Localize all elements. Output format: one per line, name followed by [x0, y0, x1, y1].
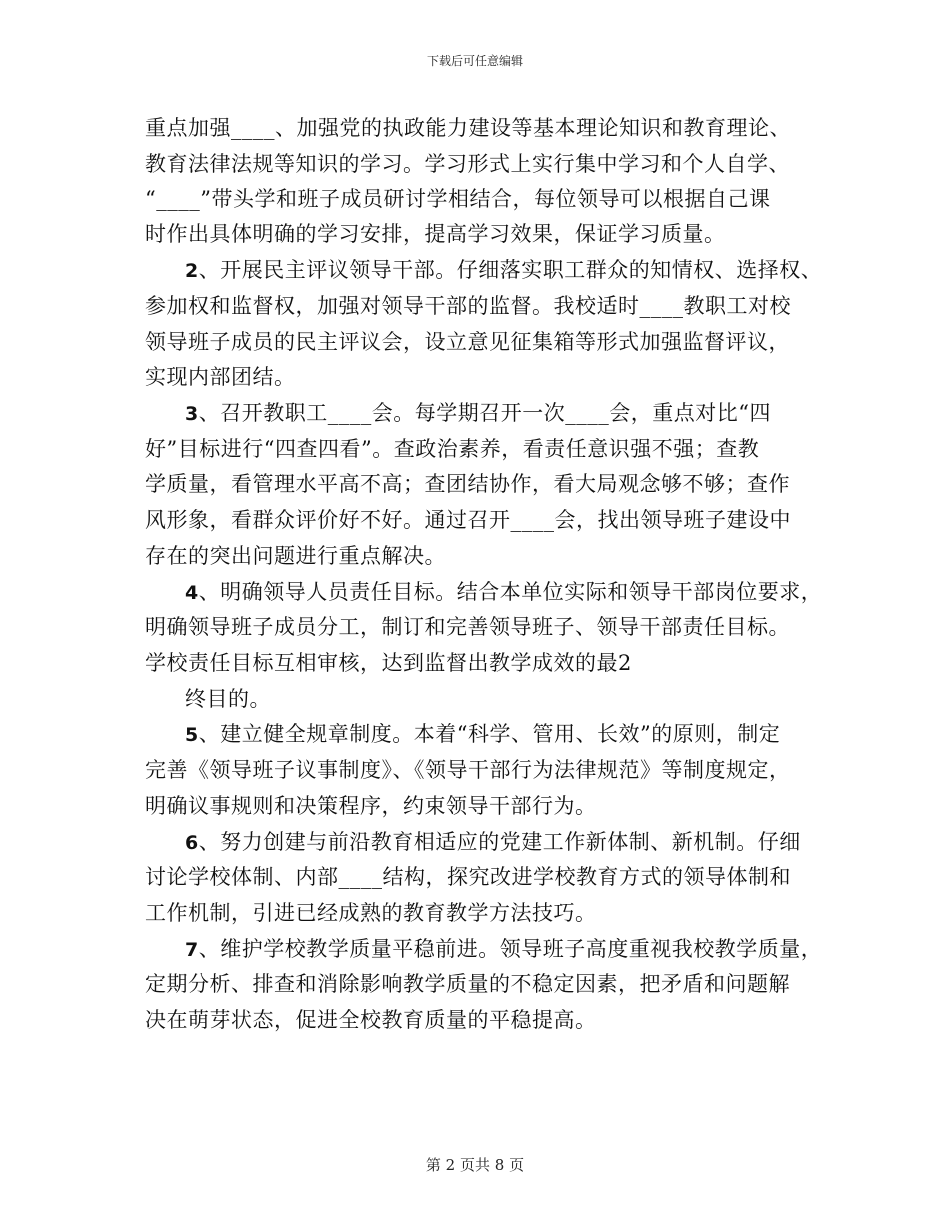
item-number: 2: [185, 260, 199, 282]
item-text: 、维护学校教学质量平稳前进。领导班子高度重视我校教学质量，: [198, 937, 823, 961]
body-line: 终目的。: [185, 687, 271, 711]
item-number: 6: [185, 832, 199, 854]
body-line: 风形象，看群众评价好不好。通过召开____会，找出领导班子建设中: [145, 508, 791, 532]
item-number: 4: [185, 582, 199, 604]
body-line: 学质量，看管理水平高不高；查团结协作，看大局观念够不够；查作: [145, 472, 790, 496]
body-line: 学校责任目标互相审核，达到监督出教学成效的最2: [145, 651, 632, 675]
item-number: 3: [185, 403, 199, 425]
item-number: 7: [185, 939, 199, 961]
body-line: [185, 401, 771, 426]
body-line: 定期分析、排查和消除影响教学质量的不稳定因素，把矛盾和问题解: [145, 972, 790, 996]
body-line: [185, 937, 822, 962]
body-line: “____”带头学和班子成员研讨学相结合，每位领导可以根据自己课: [145, 187, 771, 211]
body-line: 决在萌芽状态，促进全校教育质量的平稳提高。: [145, 1008, 597, 1032]
item-number: 5: [185, 724, 199, 746]
body-line: [185, 258, 822, 283]
body-line: 完善《领导班子议事制度》、《领导干部行为法律规范》等制度规定，: [145, 758, 791, 782]
item-text: 、建立健全规章制度。本着“科学、管用、长效”的原则，制定: [198, 722, 781, 746]
page-footer: 第 2 页共 8 页: [425, 1156, 525, 1174]
item-text: 、召开教职工____会。每学期召开一次____会，重点对比“四: [198, 401, 771, 425]
body-line: 实现内部团结。: [145, 365, 296, 389]
body-line: 领导班子成员的民主评议会，设立意见征集箱等形式加强监督评议，: [145, 330, 790, 354]
body-line: [185, 830, 801, 855]
body-line: 时作出具体明确的学习安排，提高学习效果，保证学习质量。: [145, 222, 726, 246]
item-text: 、开展民主评议领导干部。仔细落实职工群众的知情权、选择权、: [198, 258, 823, 282]
body-line: 存在的突出问题进行重点解决。: [145, 544, 446, 568]
page-header: 下载后可任意编辑: [426, 54, 523, 68]
body-line: [185, 580, 822, 605]
item-text: 、明确领导人员责任目标。结合本单位实际和领导干部岗位要求，: [198, 580, 823, 604]
item-text: 、努力创建与前沿教育相适应的党建工作新体制、新机制。仔细: [198, 830, 801, 854]
body-line: 参加权和监督权，加强对领导干部的监督。我校适时____教职工对校: [145, 294, 791, 318]
body-line: 明确议事规则和决策程序，约束领导干部行为。: [145, 794, 597, 818]
body-line: [185, 722, 780, 747]
body-line: 好”目标进行“四查四看”。查政治素养，看责任意识强不强；查教: [145, 437, 760, 461]
body-line: 明确领导班子成员分工，制订和完善领导班子、领导干部责任目标。: [145, 615, 790, 639]
body-line: 教育法律法规等知识的学习。学习形式上实行集中学习和个人自学、: [145, 152, 790, 176]
body-line: 工作机制，引进已经成熟的教育教学方法技巧。: [145, 901, 597, 925]
body-line: 重点加强____、加强党的执政能力建设等基本理论知识和教育理论、: [145, 116, 791, 140]
body-line: 讨论学校体制、内部____结构，探究改进学校教育方式的领导体制和: [145, 865, 791, 889]
